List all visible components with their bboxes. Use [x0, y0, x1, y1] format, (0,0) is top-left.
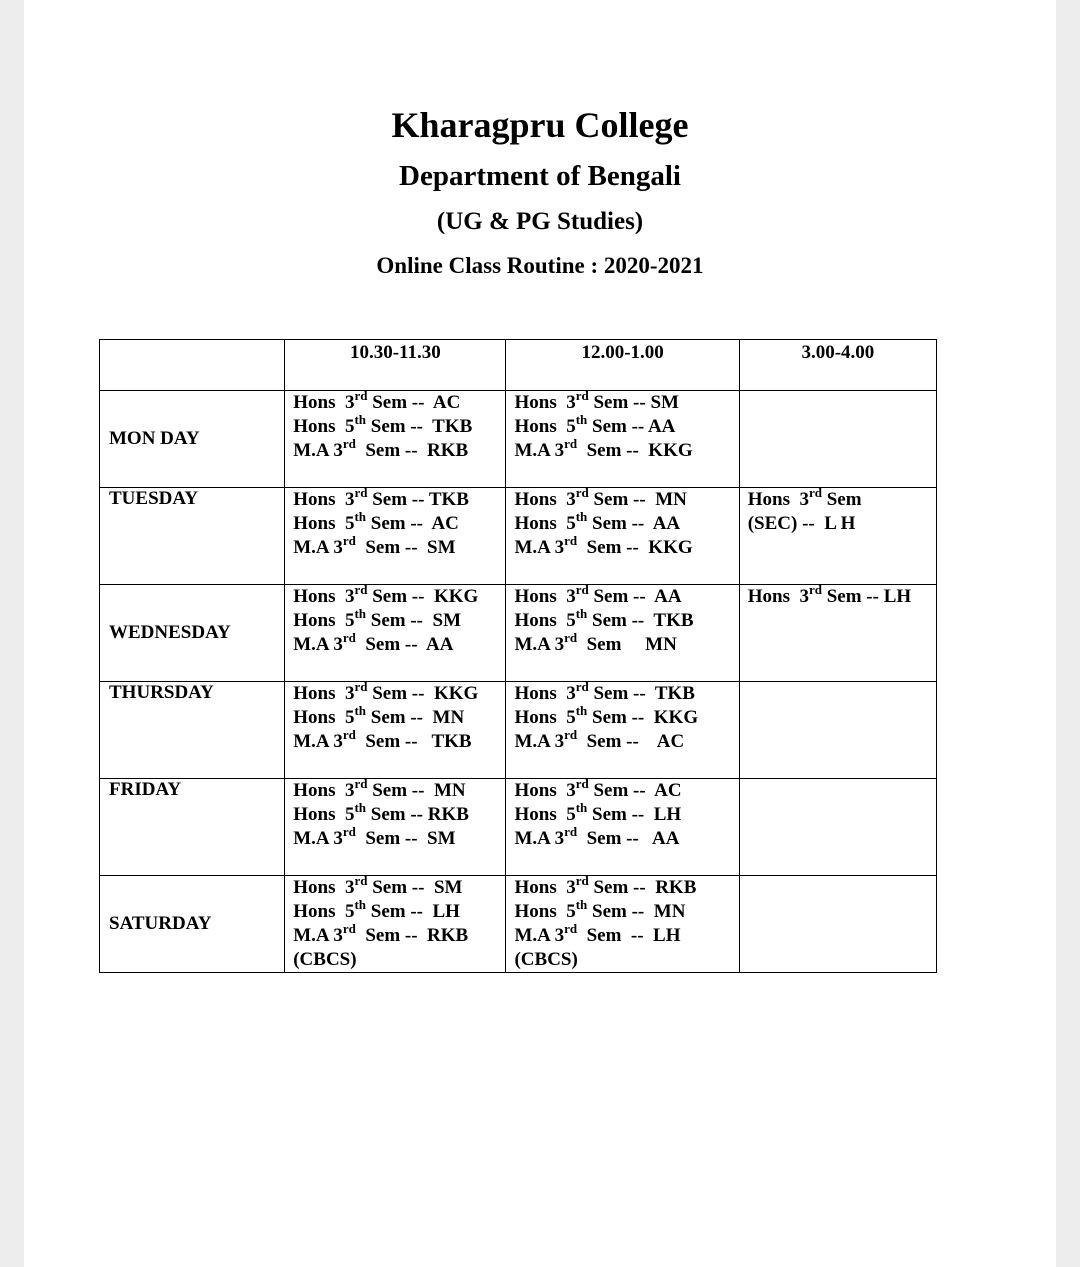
class-entry-text: (SEC) -- L H [747, 513, 856, 534]
ordinal-suffix: rd [564, 920, 578, 936]
class-entry-text: Hons 5 [514, 901, 576, 922]
day-label: WEDNESDAY [100, 585, 285, 682]
class-entry [514, 799, 738, 827]
class-entry-text: Hons 3 [293, 780, 355, 801]
table-row [100, 585, 937, 682]
table-row [100, 876, 937, 973]
class-entry [514, 779, 738, 803]
class-entry [293, 823, 505, 851]
class-entry [514, 920, 738, 948]
class-entry-text: Hons 5 [293, 513, 355, 534]
class-entry [514, 411, 738, 439]
class-entry-text: Sem -- MN [367, 780, 466, 801]
schedule-cell [285, 488, 506, 585]
class-entry-text: M.A 3 [514, 440, 565, 461]
class-entry-text: Sem -- KKG [367, 586, 479, 607]
ordinal-suffix: rd [342, 823, 356, 839]
class-entry-text: Sem -- AA [587, 416, 676, 437]
college-title: Kharagpru College [391, 105, 689, 145]
ordinal-suffix: rd [575, 778, 589, 791]
ordinal-suffix: th [354, 605, 367, 621]
ordinal-suffix: rd [575, 681, 589, 694]
class-entry-text: Hons 3 [514, 780, 576, 801]
ordinal-suffix: th [575, 508, 588, 524]
class-entry-text: Sem -- MN [588, 489, 687, 510]
class-entry-text: Hons 3 [293, 489, 355, 510]
class-entry-text: M.A 3 [293, 634, 343, 655]
ordinal-suffix: rd [342, 629, 356, 645]
class-entry [293, 702, 505, 730]
class-entry [514, 726, 738, 754]
class-entry [293, 585, 505, 609]
table-row [100, 391, 937, 488]
class-entry-text: Sem -- AA [577, 828, 680, 849]
class-entry [514, 896, 738, 924]
class-entry-text: Hons 5 [514, 610, 576, 631]
class-entry-text: M.A 3 [293, 925, 343, 946]
class-entry [293, 726, 505, 754]
class-entry-text: Sem -- TKB [588, 683, 695, 704]
class-entry-text: Sem -- RKB [355, 925, 469, 946]
ordinal-suffix: rd [564, 629, 578, 645]
schedule-cell [506, 488, 739, 585]
class-entry-text: Sem -- LH [577, 925, 681, 946]
class-entry-text: Sem -- LH [366, 901, 460, 922]
ordinal-suffix: rd [354, 487, 368, 500]
ordinal-suffix: rd [342, 920, 356, 936]
class-entry-text: Sem -- LH [821, 586, 912, 607]
ordinal-suffix: th [354, 799, 367, 815]
ordinal-suffix: th [354, 702, 367, 718]
time-slot-header: 3.00-4.00 [739, 340, 936, 391]
class-entry [514, 876, 738, 900]
corner-cell [100, 340, 285, 391]
class-entry-text: Sem -- LH [587, 804, 682, 825]
class-entry [514, 391, 738, 415]
ordinal-suffix: th [575, 799, 588, 815]
class-entry [293, 391, 505, 415]
ordinal-suffix: rd [808, 487, 822, 500]
class-entry-text: Sem MN [577, 634, 677, 655]
ordinal-suffix: rd [564, 532, 578, 548]
class-entry-text: M.A 3 [514, 537, 565, 558]
class-entry-text: Sem -- MN [587, 901, 686, 922]
class-entry-text: Sem -- SM [367, 877, 463, 898]
class-entry-text: Hons 5 [293, 901, 355, 922]
class-entry [514, 508, 738, 536]
class-entry-text: Hons 3 [514, 489, 576, 510]
class-entry-text: Hons 5 [514, 513, 576, 534]
class-entry [293, 682, 505, 706]
ordinal-suffix: rd [575, 584, 589, 597]
class-entry [748, 585, 936, 609]
class-entry [293, 948, 505, 972]
ordinal-suffix: th [575, 896, 588, 912]
class-entry [514, 605, 738, 633]
schedule-cell [285, 876, 506, 973]
schedule-cell [506, 779, 739, 876]
ordinal-suffix: rd [342, 435, 356, 451]
schedule-cell [285, 682, 506, 779]
schedule-cell [285, 585, 506, 682]
class-entry-text: Sem -- SM [588, 392, 679, 413]
ordinal-suffix: rd [342, 726, 356, 742]
class-entry [514, 435, 738, 463]
ordinal-suffix: rd [354, 778, 368, 791]
schedule-cell [739, 682, 936, 779]
day-label: THURSDAY [100, 682, 285, 779]
class-entry-text: M.A 3 [514, 731, 565, 752]
table-header-row [100, 340, 937, 391]
class-entry-text: Sem -- KKG [577, 537, 693, 558]
ordinal-suffix: rd [575, 875, 589, 888]
class-entry-text: M.A 3 [293, 440, 343, 461]
schedule-cell [739, 488, 936, 585]
class-entry-text: Sem [821, 489, 862, 510]
ordinal-suffix: th [354, 508, 367, 524]
class-entry-text: Sem -- AA [588, 586, 682, 607]
day-label: TUESDAY [100, 488, 285, 585]
class-entry-text: M.A 3 [514, 925, 565, 946]
class-entry-text: Hons 5 [514, 416, 576, 437]
class-entry-text: Hons 3 [514, 392, 576, 413]
class-entry-text: (CBCS) [514, 949, 578, 970]
class-entry-text: Sem -- AC [366, 513, 459, 534]
routine-heading: Online Class Routine : 2020-2021 [376, 253, 704, 278]
class-entry-text: Sem -- KKG [577, 440, 693, 461]
class-entry [293, 411, 505, 439]
class-entry-text: Hons 3 [293, 392, 355, 413]
class-entry-text: Hons 3 [747, 489, 809, 510]
class-entry-text: Hons 3 [514, 586, 576, 607]
schedule-cell [739, 779, 936, 876]
class-entry-text: Sem -- SM [355, 537, 456, 558]
class-entry-text: Hons 5 [293, 416, 355, 437]
class-entry-text: Sem -- SM [366, 610, 462, 631]
class-entry-text: Hons 3 [293, 586, 355, 607]
class-entry-text: Sem -- TKB [367, 489, 469, 510]
class-entry [293, 876, 505, 900]
class-entry-text: Sem -- RKB [366, 804, 469, 825]
table-row [100, 682, 937, 779]
class-entry-text: Hons 5 [293, 610, 355, 631]
class-entry [514, 948, 738, 972]
class-entry [293, 896, 505, 924]
class-entry [514, 823, 738, 851]
class-entry-text: Hons 5 [514, 707, 576, 728]
schedule-cell [506, 585, 739, 682]
schedule-cell [739, 585, 936, 682]
schedule-cell [285, 779, 506, 876]
ordinal-suffix: rd [354, 584, 368, 597]
class-entry-text: Sem -- TKB [587, 610, 694, 631]
class-entry [514, 585, 738, 609]
schedule-cell [739, 391, 936, 488]
class-entry [514, 702, 738, 730]
schedule-cell [285, 391, 506, 488]
class-entry-text: Sem -- AA [355, 634, 454, 655]
ordinal-suffix: rd [575, 390, 589, 403]
table-row [100, 488, 937, 585]
class-entry-text: Sem -- RKB [355, 440, 469, 461]
class-entry-text: Sem -- SM [355, 828, 456, 849]
ordinal-suffix: rd [564, 726, 578, 742]
class-entry [748, 512, 936, 536]
class-entry [293, 920, 505, 948]
class-entry-text: Hons 5 [514, 804, 576, 825]
class-entry-text: Hons 3 [514, 877, 576, 898]
class-entry [748, 488, 936, 512]
ordinal-suffix: rd [354, 681, 368, 694]
class-entry-text: M.A 3 [293, 731, 343, 752]
class-entry-text: Sem -- AC [588, 780, 682, 801]
class-entry [514, 682, 738, 706]
class-entry-text: Sem -- TKB [366, 416, 473, 437]
class-entry-text: M.A 3 [293, 537, 343, 558]
studies-subtitle: (UG & PG Studies) [436, 208, 644, 235]
class-entry [293, 508, 505, 536]
schedule-cell [506, 876, 739, 973]
ordinal-suffix: rd [564, 435, 578, 451]
ordinal-suffix: th [354, 411, 367, 427]
class-entry [293, 605, 505, 633]
class-entry-text: Hons 5 [293, 804, 355, 825]
schedule-cell [506, 682, 739, 779]
ordinal-suffix: th [575, 702, 588, 718]
class-entry [293, 488, 505, 512]
class-entry-text: Sem -- AC [367, 392, 461, 413]
ordinal-suffix: rd [564, 823, 578, 839]
time-slot-header: 12.00-1.00 [506, 340, 739, 391]
class-entry [514, 488, 738, 512]
department-title: Department of Bengali [399, 160, 681, 192]
class-entry-text: Sem -- KKG [587, 707, 699, 728]
schedule-cell [739, 876, 936, 973]
class-entry-text: Sem -- AC [577, 731, 685, 752]
class-entry-text: Sem -- AA [587, 513, 681, 534]
class-entry-text: M.A 3 [514, 828, 565, 849]
class-entry-text: Hons 3 [747, 586, 809, 607]
ordinal-suffix: rd [354, 875, 368, 888]
class-entry-text: Hons 3 [293, 683, 355, 704]
table-row [100, 779, 937, 876]
class-entry [293, 799, 505, 827]
class-entry-text: Hons 3 [293, 877, 355, 898]
class-entry-text: Hons 3 [514, 683, 576, 704]
class-entry-text: Sem -- RKB [588, 877, 697, 898]
day-label: SATURDAY [100, 876, 285, 973]
class-entry [293, 435, 505, 463]
ordinal-suffix: rd [575, 487, 589, 500]
class-entry-text: Hons 5 [293, 707, 355, 728]
class-entry-text: Sem -- TKB [355, 731, 472, 752]
class-entry-text: Sem -- KKG [367, 683, 479, 704]
class-entry-text: M.A 3 [514, 634, 565, 655]
ordinal-suffix: rd [808, 584, 822, 597]
ordinal-suffix: th [354, 896, 367, 912]
ordinal-suffix: th [575, 411, 588, 427]
ordinal-suffix: rd [354, 390, 368, 403]
class-entry-text: Sem -- MN [366, 707, 465, 728]
class-entry [514, 629, 738, 657]
ordinal-suffix: th [575, 605, 588, 621]
class-entry [293, 779, 505, 803]
schedule-cell [506, 391, 739, 488]
time-slot-header: 10.30-11.30 [285, 340, 506, 391]
class-entry-text: (CBCS) [293, 949, 357, 970]
day-label: FRIDAY [100, 779, 285, 876]
class-entry [514, 532, 738, 560]
class-entry [293, 532, 505, 560]
class-entry [293, 629, 505, 657]
ordinal-suffix: rd [342, 532, 356, 548]
day-label: MON DAY [100, 391, 285, 488]
routine-table [99, 339, 937, 973]
class-entry-text: M.A 3 [293, 828, 343, 849]
